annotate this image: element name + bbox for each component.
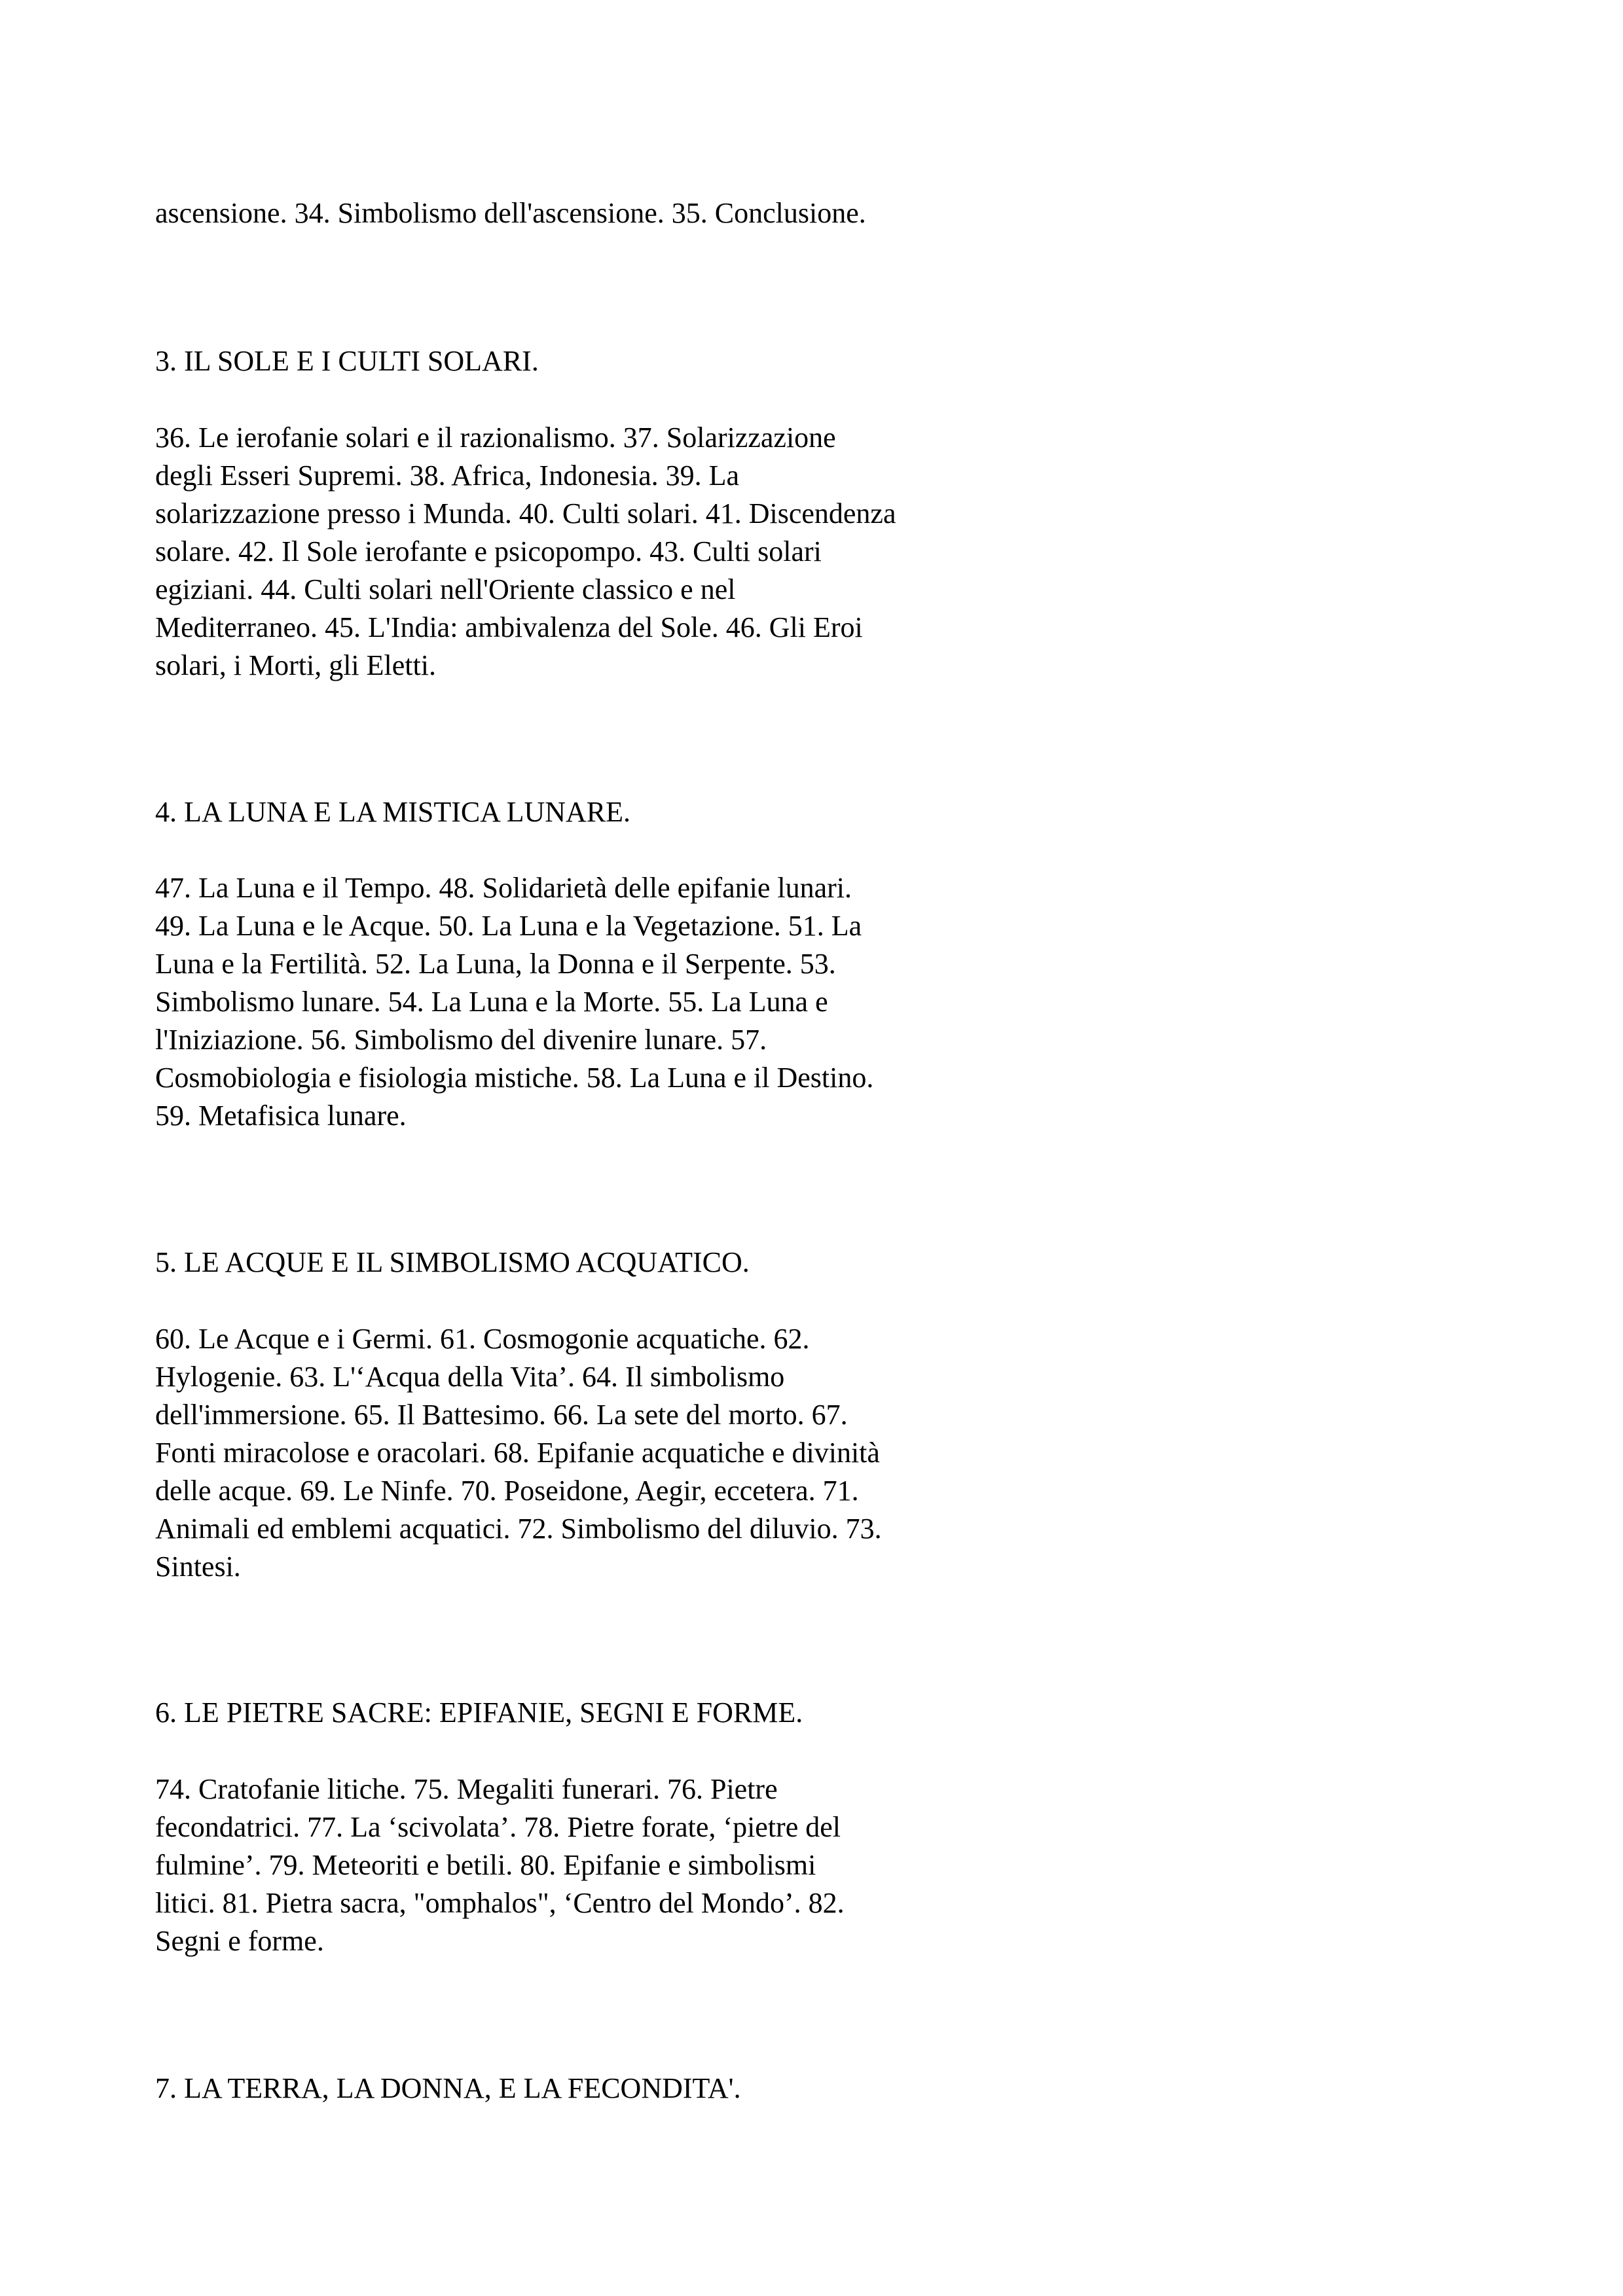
section-5-heading: 5. LE ACQUE E IL SIMBOLISMO ACQUATICO. [155,1246,750,1278]
section-5-paragraph: 60. Le Acque e i Germi. 61. Cosmogonie acquatiche. 62. Hylogenie. 63. L'‘Acqua della Vita’. 64. Il simbolismo dell'immersione. 65. Il Battesimo. 66. La sete del morto. 67. Fonti miracolose e oracolari. 68. Epifanie acquatiche e divinità delle acque. 69. Le Ninfe. 70. Poseidone, Aegir, eccetera. 71. Animali ed emblemi acquatici. 72. Simbolismo del diluvio. 73. Sintesi. [155,1323,882,1583]
section-3-paragraph: 36. Le ierofanie solari e il razionalismo. 37. Solarizzazione degli Esseri Supremi. 38. Africa, Indonesia. 39. La solarizzazione presso i Munda. 40. Culti solari. 41. Discendenza solare. 42. Il Sole ierofante e psicopompo. 43. Culti solari egiziani. 44. Culti solari nell'Oriente classico e nel Mediterraneo. 45. L'India: ambivalenza del Sole. 46. Gli Eroi solari, i Morti, gli Eletti. [155,422,896,681]
section-6-heading: 6. LE PIETRE SACRE: EPIFANIE, SEGNI E FORME. [155,1696,803,1729]
section-4-paragraph: 47. La Luna e il Tempo. 48. Solidarietà delle epifanie lunari. 49. La Luna e le Acque. 50. La Luna e la Vegetazione. 51. La Luna e la Fertilità. 52. La Luna, la Donna e il Serpente. 53. Simbolismo lunare. 54. La Luna e la Morte. 55. La Luna e l'Iniziazione. 56. Simbolismo del divenire lunare. 57. Cosmobiologia e fisiologia mistiche. 58. La Luna e il Destino. 59. Metafisica lunare. [155,872,874,1132]
section-6-paragraph: 74. Cratofanie litiche. 75. Megaliti funerari. 76. Pietre fecondatrici. 77. La ‘scivolata’. 78. Pietre forate, ‘pietre del fulmine’. 79. Meteoriti e betili. 80. Epifanie e simbolismi litici. 81. Pietra sacra, "omphalos", ‘Centro del Mondo’. 82. Segni e forme. [155,1773,845,1957]
section-3-heading: 3. IL SOLE E I CULTI SOLARI. [155,345,539,377]
section-7-heading: 7. LA TERRA, LA DONNA, E LA FECONDITA'. [155,2072,741,2104]
section-4-heading: 4. LA LUNA E LA MISTICA LUNARE. [155,796,630,828]
continuation-paragraph: ascensione. 34. Simbolismo dell'ascensione. 35. Conclusione. [155,197,866,229]
